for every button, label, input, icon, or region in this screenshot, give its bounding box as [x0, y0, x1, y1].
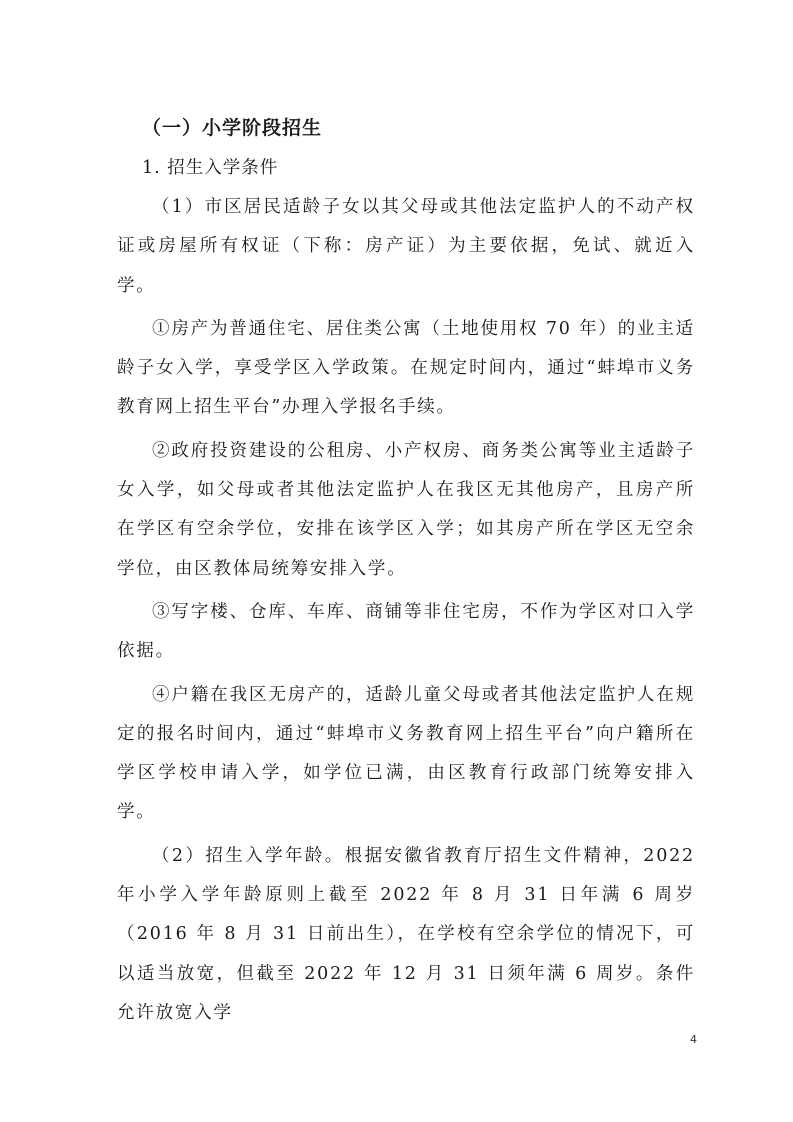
page-number: 4 — [690, 1033, 697, 1046]
paragraph-item-2: ②政府投资建设的公租房、小产权房、商务类公寓等业主适龄子女入学，如父母或者其他法定监护人在我区无其他房产，且房产所在学区有空余学位，安排在该学区入学；如其房产所在学区无空余学位，由区教体局统筹安排入学。 — [117, 440, 695, 579]
paragraph-condition-2: （2）招生入学年龄。根据安徽省教育厅招生文件精神，2022 年小学入学年龄原则上截至 2022 年 8 月 31 日年满 6 周岁（2016 年 8 月 31 日前出生），在学校有空余学位的情况下，可以适当放宽，但截至 2022 年 12 月 31 日须年满 6 周岁。条件允许放宽入学 — [117, 845, 695, 1023]
paragraph-item-3: ③写字楼、仓库、车库、商铺等非住宅房，不作为学区对口入学依据。 — [117, 601, 695, 662]
paragraph-item-1: ①房产为普通住宅、居住类公寓（土地使用权 70 年）的业主适龄子女入学，享受学区入学政策。在规定时间内，通过“蚌埠市义务教育网上招生平台”办理入学报名手续。 — [117, 318, 695, 418]
paragraph-condition-1: （1）市区居民适龄子女以其父母或其他法定监护人的不动产权证或房屋所有权证（下称：房产证）为主要依据，免试、就近入学。 — [117, 197, 695, 296]
section-heading: （一）小学阶段招生 — [142, 117, 323, 139]
page-body — [117, 108, 695, 1037]
paragraph-item-4: ④户籍在我区无房产的，适龄儿童父母或者其他法定监护人在规定的报名时间内，通过“蚌埠市义务教育网上招生平台”向户籍所在学区学校申请入学，如学位已满，由区教育行政部门统筹安排入学。 — [117, 684, 695, 823]
subsection-heading: 1. 招生入学条件 — [142, 158, 279, 178]
